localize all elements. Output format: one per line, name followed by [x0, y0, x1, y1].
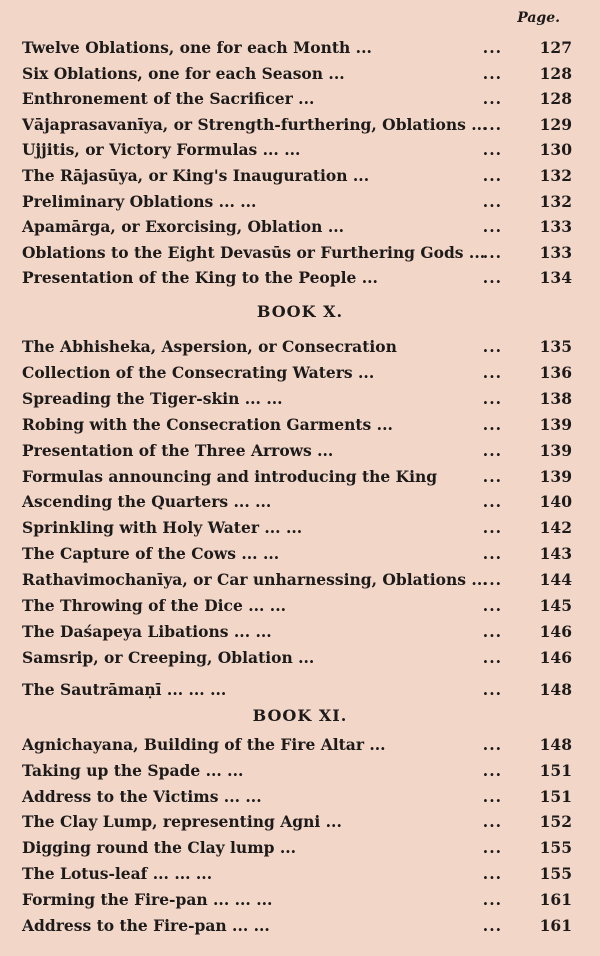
entry-title: The Rājasūya, or King's Inauguration ... — [22, 166, 370, 185]
entry-title: Sprinkling with Holy Water ... ... — [22, 518, 303, 538]
entry-title: The Capture of the Cows ... ... — [22, 544, 280, 564]
leader-dots: ... — [482, 388, 502, 408]
entry-title: Vājaprasavanīya, or Strength-furthering, Oblations ... — [22, 114, 488, 134]
leader-dots: ... — [482, 191, 502, 211]
entry-page-number: 136 — [539, 362, 572, 382]
entry-title: Spreading the Tiger-skin ... ... — [22, 388, 283, 408]
toc-entry — [22, 812, 572, 836]
entry-title: Formulas announcing and introducing the King — [22, 466, 438, 486]
toc-entry — [22, 140, 572, 164]
leader-dots: ... — [482, 735, 502, 754]
leader-dots: ... — [482, 647, 502, 667]
toc-entry — [22, 243, 572, 267]
entry-title: Collection of the Consecrating Waters ... — [22, 362, 375, 382]
entry-title: Agnichayana, Building of the Fire Altar ... — [22, 735, 386, 754]
toc-entry — [22, 916, 572, 940]
entry-title: Presentation of the King to the People ... — [22, 268, 378, 288]
section-heading: BOOK XI. — [252, 706, 348, 725]
entry-title: Forming the Fire-pan ... ... ... — [22, 889, 273, 909]
toc-entry — [22, 64, 572, 88]
toc-entry — [22, 864, 572, 888]
toc-entry — [22, 217, 572, 241]
entry-page-number: 139 — [539, 414, 572, 434]
toc-entry — [22, 648, 572, 672]
leader-dots: ... — [482, 544, 502, 564]
toc-entry — [22, 838, 572, 862]
entry-title: Address to the Fire-pan ... ... — [22, 915, 270, 935]
entry-page-number: 151 — [539, 786, 572, 806]
entry-page-number: 146 — [539, 621, 572, 641]
entry-title: The Lotus-leaf ... ... ... — [22, 864, 213, 883]
toc-entry — [22, 622, 572, 646]
toc-entry — [22, 492, 572, 516]
entry-title: The Clay Lump, representing Agni ... — [22, 812, 342, 832]
entry-title: The Sautrāmaṇī ... ... ... — [22, 679, 227, 699]
leader-dots: ... — [482, 915, 502, 935]
toc-entry — [22, 115, 572, 139]
entry-page-number: 135 — [539, 337, 572, 356]
leader-dots: ... — [482, 838, 502, 858]
entry-title: Presentation of the Three Arrows ... — [22, 440, 334, 460]
entry-page-number: 133 — [539, 242, 572, 262]
leader-dots: ... — [482, 217, 502, 237]
entry-page-number: 134 — [539, 268, 572, 288]
leader-dots: ... — [482, 114, 502, 134]
entry-title: The Throwing of the Dice ... ... — [22, 596, 286, 615]
toc-entry — [22, 787, 572, 811]
entry-page-number: 146 — [539, 647, 572, 667]
entry-title: The Daśapeya Libations ... ... — [22, 621, 272, 641]
entry-title: Twelve Oblations, one for each Month ... — [22, 38, 372, 57]
toc-entry — [22, 596, 572, 620]
entry-page-number: 133 — [539, 217, 572, 237]
section-heading: BOOK X. — [256, 302, 344, 321]
leader-dots: ... — [482, 786, 502, 806]
toc-entry — [22, 415, 572, 439]
leader-dots: ... — [482, 492, 502, 512]
entry-page-number: 129 — [539, 114, 572, 134]
entry-title: Digging round the Clay lump ... — [22, 838, 297, 858]
toc-entry — [22, 544, 572, 568]
entry-page-number: 142 — [539, 518, 572, 538]
entry-title: Apamārga, or Exorcising, Oblation ... — [22, 217, 345, 237]
leader-dots: ... — [482, 596, 502, 615]
entry-page-number: 140 — [539, 492, 572, 512]
leader-dots: ... — [482, 679, 502, 699]
entry-title: Samsrip, or Creeping, Oblation ... — [22, 647, 315, 667]
leader-dots: ... — [482, 63, 502, 83]
entry-title: The Abhisheka, Aspersion, or Consecration — [22, 337, 397, 356]
entry-page-number: 144 — [539, 570, 572, 590]
toc-entry — [22, 467, 572, 491]
entry-title: Rathavimochanīya, or Car unharnessing, Oblations ... — [22, 570, 488, 590]
leader-dots: ... — [482, 621, 502, 641]
toc-entry — [22, 735, 572, 759]
toc-entry — [22, 570, 572, 594]
entry-page-number: 128 — [539, 89, 572, 109]
entry-page-number: 143 — [539, 544, 572, 564]
leader-dots: ... — [482, 414, 502, 434]
leader-dots: ... — [482, 889, 502, 909]
toc-entry — [22, 337, 572, 361]
leader-dots: ... — [482, 38, 502, 57]
leader-dots: ... — [482, 89, 502, 109]
entry-page-number: 132 — [539, 191, 572, 211]
entry-page-number: 148 — [539, 679, 572, 699]
leader-dots: ... — [482, 760, 502, 780]
toc-entry — [22, 441, 572, 465]
entry-page-number: 155 — [539, 864, 572, 883]
leader-dots: ... — [482, 440, 502, 460]
entry-title: Oblations to the Eight Devasūs or Furthering Gods ... — [22, 242, 486, 262]
entry-title: Address to the Victims ... ... — [22, 786, 262, 806]
leader-dots: ... — [482, 337, 502, 356]
leader-dots: ... — [482, 166, 502, 185]
entry-page-number: 152 — [539, 812, 572, 832]
leader-dots: ... — [482, 570, 502, 590]
leader-dots: ... — [482, 466, 502, 486]
entry-page-number: 161 — [539, 889, 572, 909]
entry-page-number: 155 — [539, 838, 572, 858]
entry-title: Taking up the Spade ... ... — [22, 760, 244, 780]
leader-dots: ... — [482, 362, 502, 382]
entry-page-number: 132 — [539, 166, 572, 185]
leader-dots: ... — [482, 812, 502, 832]
leader-dots: ... — [482, 518, 502, 538]
toc-entry — [22, 363, 572, 387]
toc-entry — [22, 890, 572, 914]
entry-page-number: 139 — [539, 440, 572, 460]
page-column-label: Page. — [517, 10, 560, 26]
entry-page-number: 139 — [539, 466, 572, 486]
entry-page-number: 128 — [539, 63, 572, 83]
entry-title: Six Oblations, one for each Season ... — [22, 63, 345, 83]
leader-dots: ... — [482, 140, 502, 160]
toc-entry — [22, 518, 572, 542]
toc-entry — [22, 89, 572, 113]
toc-entry — [22, 268, 572, 292]
toc-entry — [22, 166, 572, 190]
leader-dots: ... — [482, 242, 502, 262]
entry-page-number: 161 — [539, 915, 572, 935]
toc-entry — [22, 192, 572, 216]
entry-title: Ujjitis, or Victory Formulas ... ... — [22, 140, 301, 160]
entry-page-number: 148 — [539, 735, 572, 754]
toc-entry — [22, 761, 572, 785]
entry-page-number: 138 — [539, 388, 572, 408]
toc-entry — [22, 38, 572, 62]
entry-title: Preliminary Oblations ... ... — [22, 191, 257, 211]
leader-dots: ... — [482, 268, 502, 288]
entry-page-number: 127 — [539, 38, 572, 57]
leader-dots: ... — [482, 864, 502, 883]
toc-entry — [22, 680, 572, 704]
entry-page-number: 151 — [539, 760, 572, 780]
entry-title: Ascending the Quarters ... ... — [22, 492, 272, 512]
entry-title: Enthronement of the Sacrificer ... — [22, 89, 315, 109]
entry-title: Robing with the Consecration Garments ... — [22, 414, 393, 434]
toc-entry — [22, 389, 572, 413]
entry-page-number: 145 — [539, 596, 572, 615]
entry-page-number: 130 — [539, 140, 572, 160]
